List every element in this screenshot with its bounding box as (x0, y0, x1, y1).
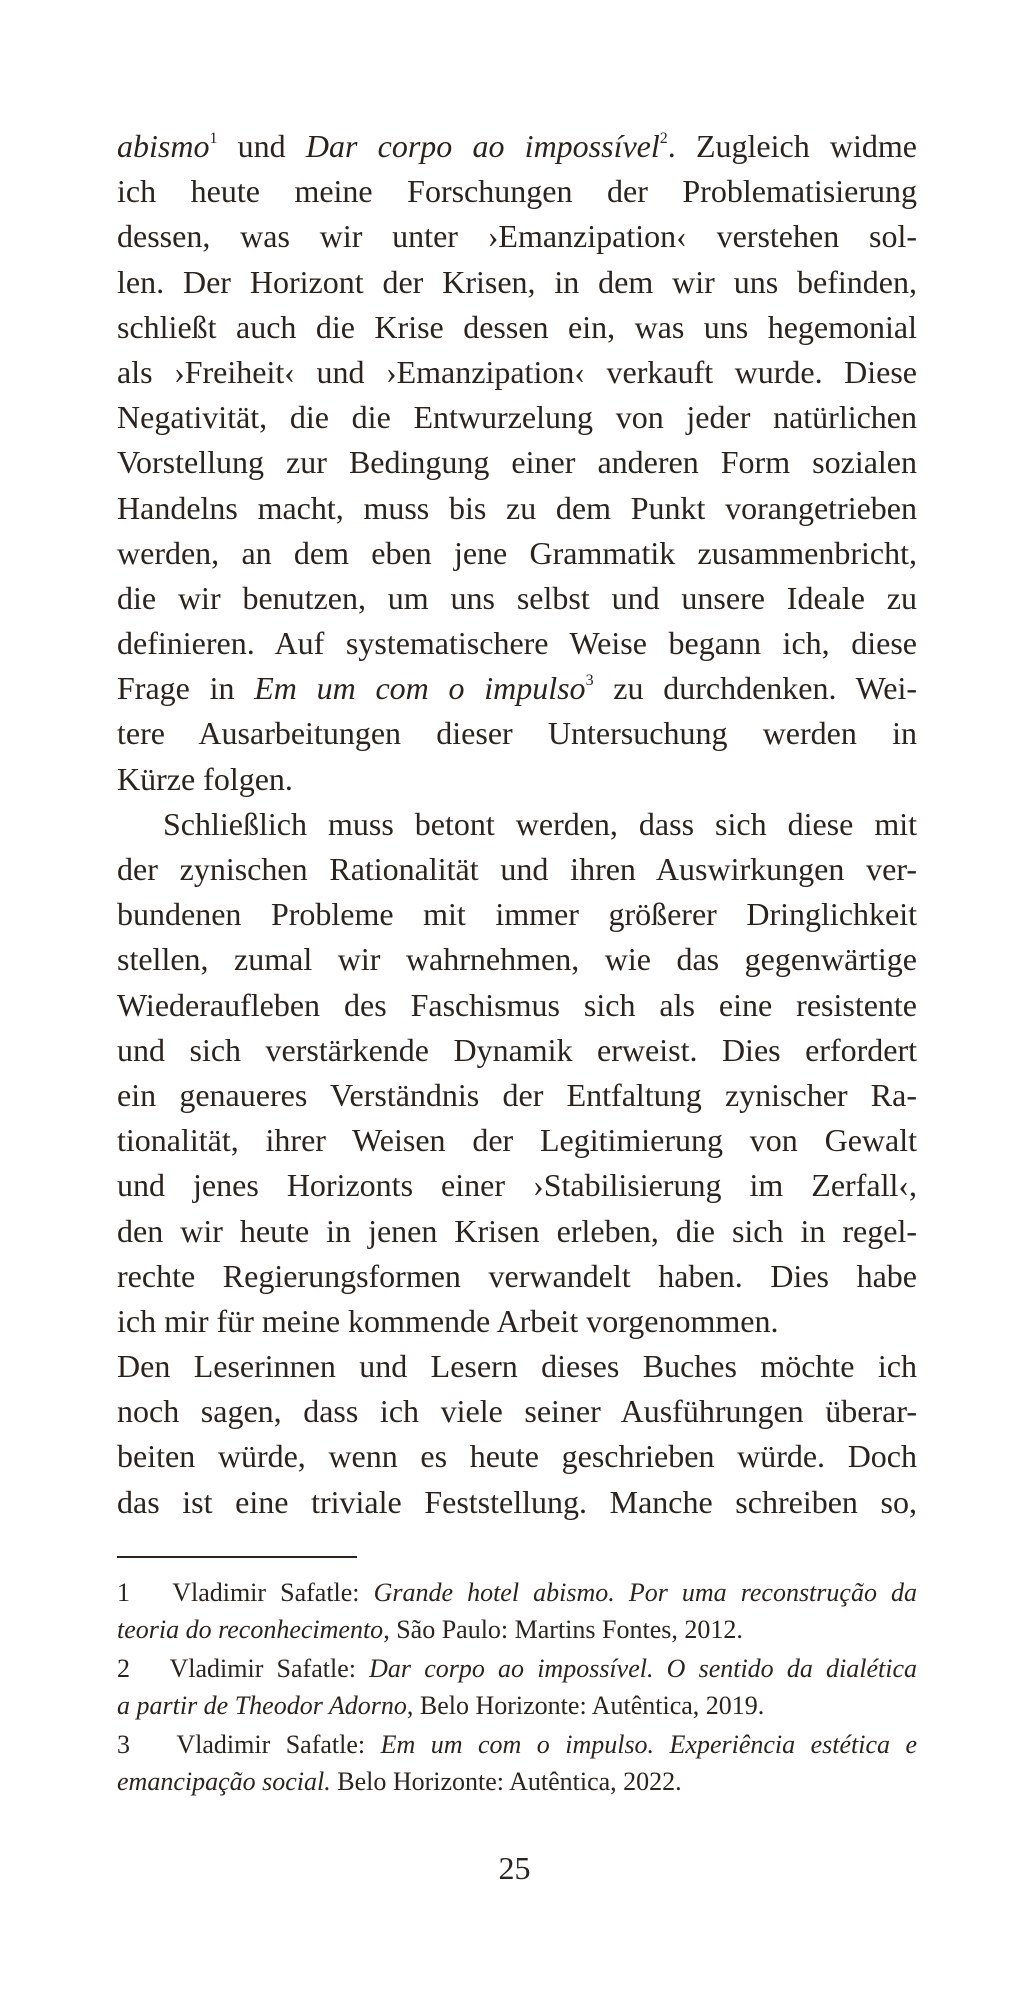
text-line: rechte Regierungsformen verwandelt haben. Dies habe (117, 1257, 917, 1294)
text-line: Vorstellung zur Bedingung einer anderen Form sozialen (117, 444, 917, 481)
text-fragment: und (217, 128, 306, 164)
text-line: tionalität, ihrer Weisen der Legitimierung von Gewalt (117, 1122, 917, 1159)
footnote-title: emancipação social. (117, 1767, 331, 1796)
footnote-publication: , Belo Horizonte: Autêntica, 2019. (406, 1691, 765, 1720)
footnote-title: a partir de Theodor Adorno (117, 1691, 407, 1720)
text-line: bundenen Probleme mit immer größerer Dringlichkeit (117, 896, 917, 933)
text-line: den wir heute in jenen Krisen erleben, die sich in regel- (117, 1212, 917, 1249)
page-number: 25 (498, 1850, 531, 1886)
text-line: als ›Freiheit‹ und ›Emanzipation‹ verkauft wurde. Diese (117, 353, 917, 390)
text-line: tere Ausarbeitungen dieser Untersuchung werden in (117, 715, 917, 752)
footnote-line (117, 1763, 917, 1800)
text-line: Kürze folgen. (117, 760, 293, 797)
footnote-number: 2 (117, 1654, 130, 1683)
text-line: Den Leserinnen und Lesern dieses Buches möchte ich (117, 1348, 917, 1385)
footnote-number: 3 (117, 1730, 130, 1759)
text-line: definieren. Auf systematischere Weise begann ich, diese (117, 625, 917, 662)
footnote-line (117, 1726, 917, 1763)
text-line: ein genaueres Verständnis der Entfaltung zynischer Ra- (117, 1076, 917, 1113)
text-line: schließt auch die Krise dessen ein, was uns hegemonial (117, 308, 917, 345)
text-line: noch sagen, dass ich viele seiner Ausführungen überar- (117, 1393, 917, 1430)
footnote-title: Dar corpo ao impossível. O sentido da dialética (369, 1654, 917, 1683)
text-line: Negativität, die die Entwurzelung von jeder natürlichen (117, 399, 917, 436)
footnote-title: teoria do reconhecimento (117, 1615, 384, 1644)
text-line: Wiederaufleben des Faschismus sich als eine resistente (117, 986, 917, 1023)
text-line: stellen, zumal wir wahrnehmen, wie das gegenwärtige (117, 941, 917, 978)
footnote-separator (117, 1556, 357, 1558)
footnote-number: 1 (117, 1578, 130, 1607)
text-line (117, 666, 917, 711)
footnote-publication: Belo Horizonte: Autêntica, 2022. (330, 1767, 682, 1796)
footnote-line (117, 1687, 917, 1724)
text-line: das ist eine triviale Feststellung. Manche schreiben so, (117, 1483, 917, 1520)
footnote-line (117, 1650, 917, 1687)
text-fragment: . Zugleich widme (667, 128, 918, 164)
footnote-2 (117, 1650, 917, 1724)
text-line (117, 124, 917, 169)
footnote-ref: 3 (585, 672, 594, 690)
text-line: ich heute meine Forschungen der Problematisierung (117, 173, 917, 210)
footnotes (117, 1574, 917, 1802)
paragraph-continued (117, 124, 917, 802)
footnote-publication: , São Paulo: Martins Fontes, 2012. (383, 1615, 743, 1644)
text-line: beiten würde, wenn es heute geschrieben würde. Doch (117, 1438, 917, 1475)
text-line: und jenes Horizonts einer ›Stabilisierung im Zerfall‹, (117, 1167, 917, 1204)
text-fragment: zu durchdenken. Wei- (593, 670, 918, 707)
footnote-3 (117, 1726, 917, 1800)
footnote-line (117, 1611, 917, 1648)
body-text (117, 124, 917, 1525)
footnote-ref: 2 (659, 130, 668, 147)
footnote-author: Vladimir Safatle: (169, 1654, 370, 1683)
text-line: und sich verstärkende Dynamik erweist. Dies erfordert (117, 1031, 917, 1068)
paragraph (117, 1344, 917, 1525)
italic-title: Dar corpo ao impossível (305, 128, 660, 164)
text-fragment: Frage in (117, 670, 255, 707)
text-line: Handelns macht, muss bis zu dem Punkt vorangetrieben (117, 489, 917, 526)
text-line: ich mir für meine kommende Arbeit vorgenommen. (117, 1302, 779, 1339)
footnote-1 (117, 1574, 917, 1648)
footnote-author: Vladimir Safatle: (172, 1578, 374, 1607)
paragraph (117, 802, 917, 1344)
italic-title: abismo (117, 128, 210, 164)
footnote-author: Vladimir Safatle: (176, 1730, 381, 1759)
footnote-title: Em um com o impulso. Experiência estética e (380, 1730, 918, 1759)
text-line: Schließlich muss betont werden, dass sich diese mit (163, 805, 917, 842)
italic-title: Em um com o impulso (254, 670, 586, 707)
footnote-title: Grande hotel abismo. Por uma reconstrução da (373, 1578, 918, 1607)
text-line: len. Der Horizont der Krisen, in dem wir uns befinden, (117, 263, 917, 300)
footnote-line (117, 1574, 917, 1611)
text-line: der zynischen Rationalität und ihren Auswirkungen ver- (117, 851, 917, 887)
text-line: dessen, was wir unter ›Emanzipation‹ verstehen sol- (117, 218, 917, 255)
footnote-ref: 1 (209, 130, 218, 147)
text-line: die wir benutzen, um uns selbst und unsere Ideale zu (117, 579, 917, 616)
text-line: werden, an dem eben jene Grammatik zusammenbricht, (117, 534, 917, 571)
